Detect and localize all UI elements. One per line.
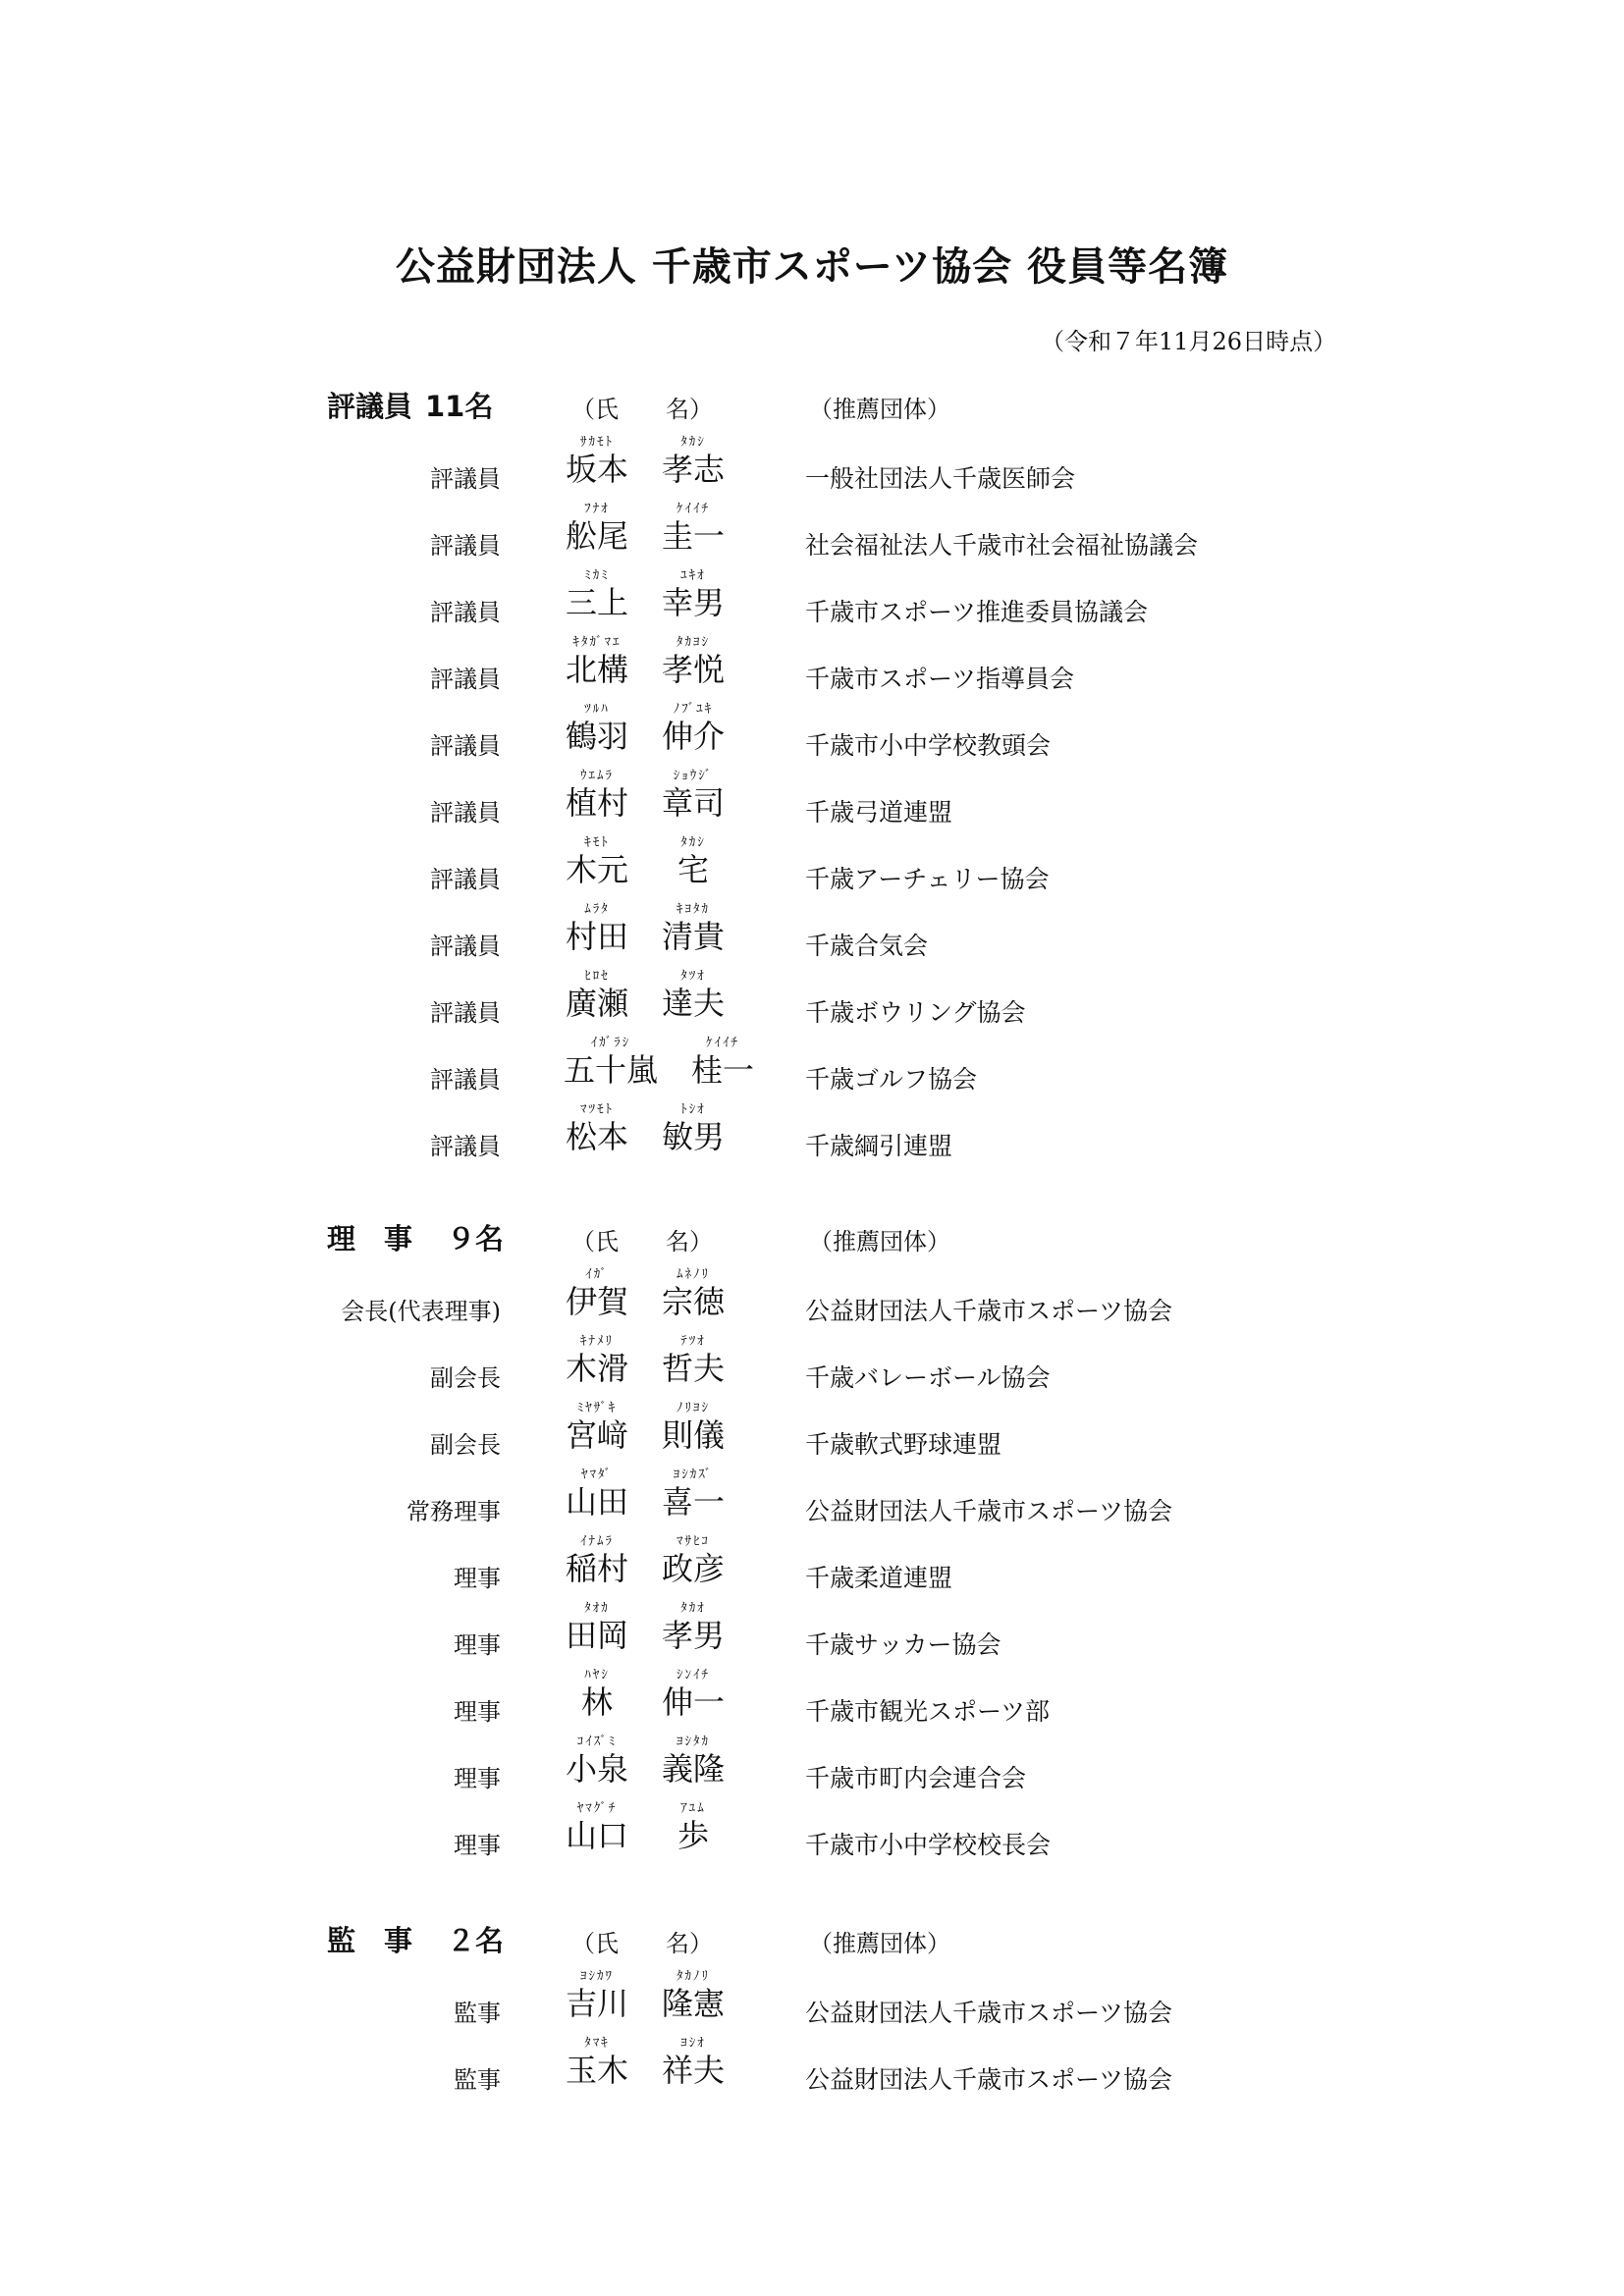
surname-kanji: 林 — [580, 1683, 613, 1721]
surname — [562, 501, 632, 554]
surname-kanji: 舩尾 — [565, 517, 628, 555]
surname — [562, 1600, 632, 1653]
surname-reading: ﾋﾛｾ — [584, 969, 610, 984]
column-header-org: （推薦団体） — [809, 1930, 950, 1957]
given-name-kanji: 孝志 — [661, 451, 725, 488]
surname — [562, 434, 632, 487]
role-label: 評議員 — [430, 933, 501, 960]
given-name-kanji: 政彦 — [661, 1550, 725, 1587]
given-name-reading: ｷﾖﾀｶ — [677, 902, 710, 917]
given-name — [658, 1333, 729, 1386]
recommending-org: 公益財団法人千歳市スポーツ協会 — [805, 1999, 1173, 2027]
given-name — [658, 768, 729, 821]
given-name-reading: ﾖｼｵ — [680, 2036, 706, 2051]
surname — [562, 834, 632, 887]
surname — [562, 1533, 632, 1586]
given-name — [658, 1266, 729, 1319]
recommending-org: 千歳綱引連盟 — [805, 1132, 953, 1160]
surname-kanji: 村田 — [565, 918, 628, 955]
section-header — [0, 385, 1624, 434]
surname-reading: ｷﾅﾒﾘ — [580, 1334, 614, 1349]
surname-reading: ｻｶﾓﾄ — [580, 435, 614, 450]
recommending-org: 公益財団法人千歳市スポーツ協会 — [805, 2065, 1173, 2094]
given-name-kanji: 孝悦 — [661, 651, 725, 688]
given-name-reading: ﾀｶｼ — [680, 835, 706, 850]
given-name — [658, 701, 729, 754]
as-of-date: （令和７年11月26日時点） — [1041, 328, 1337, 355]
surname-reading: ｷﾓﾄ — [584, 835, 610, 850]
surname-kanji: 稲村 — [565, 1550, 628, 1587]
recommending-org: 千歳ボウリング協会 — [805, 998, 1026, 1027]
given-name — [658, 1734, 729, 1787]
given-name-kanji: 宗徳 — [661, 1283, 725, 1320]
given-name — [658, 2035, 729, 2088]
recommending-org: 千歳バレーボール協会 — [805, 1363, 1051, 1392]
role-label: 理事 — [454, 1698, 501, 1726]
section-count: ９名 — [447, 1222, 505, 1255]
role-label: 副会長 — [430, 1364, 501, 1392]
surname-reading: ﾐｶﾐ — [584, 568, 610, 583]
surname-kanji: 宮﨑 — [565, 1416, 628, 1454]
column-header-name: （氏 名） — [571, 1930, 713, 1957]
role-label: 監事 — [454, 2000, 501, 2027]
given-name-kanji: 敏男 — [661, 1118, 725, 1155]
column-header-org: （推薦団体） — [809, 1228, 950, 1255]
given-name-reading: ﾕｷｵ — [680, 568, 706, 583]
surname-kanji: 三上 — [565, 584, 628, 621]
given-name-reading: ﾀｶｵ — [680, 1601, 706, 1616]
surname — [562, 1968, 632, 2021]
given-name — [687, 1035, 758, 1088]
surname-kanji: 山田 — [565, 1483, 628, 1521]
given-name-kanji: 歩 — [677, 1817, 709, 1854]
surname-kanji: 廣瀬 — [565, 985, 628, 1022]
table-row — [0, 567, 1624, 634]
given-name-kanji: 則儀 — [661, 1416, 725, 1454]
section-0 — [0, 385, 1624, 1168]
surname-kanji: 鶴羽 — [565, 718, 628, 755]
surname-reading: ﾌﾅｵ — [584, 502, 610, 516]
recommending-org: 千歳サッカー協会 — [805, 1630, 1001, 1659]
role-label: 副会長 — [430, 1431, 501, 1459]
table-row — [0, 1266, 1624, 1333]
table-row — [0, 501, 1624, 567]
surname-reading: ﾖｼｶﾜ — [580, 1969, 614, 1984]
recommending-org: 公益財団法人千歳市スポーツ協会 — [805, 1297, 1173, 1325]
section-1 — [0, 1217, 1624, 1867]
recommending-org: 千歳弓道連盟 — [805, 798, 953, 827]
surname-reading: ﾊﾔｼ — [584, 1668, 610, 1682]
recommending-org: 千歳軟式野球連盟 — [805, 1430, 1002, 1459]
table-row — [0, 1968, 1624, 2035]
surname-reading: ｷﾀｶﾞﾏｴ — [572, 635, 622, 650]
given-name — [658, 501, 729, 554]
surname-reading: ｳｴﾑﾗ — [580, 769, 614, 783]
surname-reading: ﾔﾏｸﾞﾁ — [576, 1801, 618, 1816]
given-name-reading: ﾀｶﾖｼ — [677, 635, 710, 650]
role-label: 監事 — [454, 2066, 501, 2094]
given-name — [658, 1533, 729, 1586]
given-name-kanji: 哲夫 — [661, 1350, 725, 1387]
surname — [562, 567, 632, 620]
surname-kanji: 伊賀 — [565, 1283, 628, 1320]
recommending-org: 千歳市小中学校教頭会 — [805, 731, 1052, 760]
recommending-org: 千歳市スポーツ推進委員協議会 — [805, 598, 1149, 626]
surname-kanji: 五十嵐 — [563, 1051, 658, 1089]
given-name-reading: ﾉﾌﾞﾕｷ — [673, 702, 714, 717]
given-name-kanji: 祥夫 — [661, 2052, 725, 2089]
surname — [562, 1035, 660, 1088]
recommending-org: 千歳市スポーツ指導員会 — [805, 665, 1075, 693]
surname — [562, 768, 632, 821]
given-name-reading: ｼﾝｲﾁ — [677, 1668, 710, 1682]
given-name-kanji: 伸介 — [661, 718, 725, 755]
column-header-org: （推薦団体） — [809, 396, 950, 423]
surname-reading: ﾔﾏﾀﾞ — [581, 1468, 613, 1482]
given-name-kanji: 圭一 — [661, 517, 725, 555]
given-name — [658, 834, 729, 887]
surname-reading: ｺｲｽﾞﾐ — [576, 1735, 618, 1749]
surname-reading: ﾐﾔｻﾞｷ — [576, 1401, 618, 1415]
surname — [562, 968, 632, 1021]
given-name-kanji: 伸一 — [661, 1683, 725, 1721]
role-label: 評議員 — [430, 666, 501, 693]
table-row — [0, 1101, 1624, 1168]
recommending-org: 千歳合気会 — [805, 932, 929, 960]
table-row — [0, 2035, 1624, 2102]
column-header-name: （氏 名） — [571, 1228, 713, 1255]
given-name-reading: ﾑﾈﾉﾘ — [677, 1267, 710, 1282]
given-name — [658, 1467, 729, 1520]
given-name — [658, 567, 729, 620]
given-name-kanji: 幸男 — [661, 584, 725, 621]
table-row — [0, 834, 1624, 901]
section-count: 11名 — [425, 390, 494, 423]
surname — [562, 1667, 632, 1720]
role-label: 評議員 — [430, 799, 501, 827]
surname-kanji: 植村 — [565, 784, 628, 822]
section-title: 理 事 — [327, 1222, 413, 1255]
given-name-reading: ﾖｼﾀｶ — [677, 1735, 710, 1749]
recommending-org: 千歳市観光スポーツ部 — [805, 1697, 1051, 1726]
surname-reading: ﾀﾏｷ — [584, 2036, 610, 2051]
table-row — [0, 1800, 1624, 1867]
role-label: 評議員 — [430, 465, 501, 493]
surname — [562, 901, 632, 954]
given-name-reading: ﾃﾂｵ — [680, 1334, 706, 1349]
recommending-org: 社会福祉法人千歳市社会福祉協議会 — [805, 531, 1199, 560]
recommending-org: 一般社団法人千歳医師会 — [805, 464, 1076, 493]
role-label: 会長(代表理事) — [341, 1298, 501, 1325]
surname-kanji: 木元 — [565, 851, 628, 888]
role-label: 評議員 — [430, 599, 501, 626]
surname-reading: ﾀｵｶ — [584, 1601, 610, 1616]
role-label: 常務理事 — [406, 1498, 501, 1525]
given-name-reading: ﾀｶｼ — [680, 435, 706, 450]
given-name-reading: ﾏｻﾋｺ — [677, 1534, 710, 1549]
surname-kanji: 北構 — [565, 651, 628, 688]
given-name — [658, 1101, 729, 1154]
section-2 — [0, 1919, 1624, 2102]
given-name-reading: ｱﾕﾑ — [680, 1801, 706, 1816]
given-name-kanji: 清貴 — [661, 918, 725, 955]
section-count: ２名 — [447, 1924, 505, 1957]
table-row — [0, 634, 1624, 701]
surname — [562, 1101, 632, 1154]
section-header — [0, 1919, 1624, 1968]
surname-kanji: 松本 — [565, 1118, 628, 1155]
role-label: 理事 — [454, 1565, 501, 1592]
given-name-kanji: 喜一 — [661, 1483, 725, 1521]
role-label: 理事 — [454, 1832, 501, 1859]
table-row — [0, 1667, 1624, 1734]
surname — [562, 1400, 632, 1453]
given-name — [658, 634, 729, 687]
surname — [562, 1266, 632, 1319]
surname — [562, 1800, 632, 1853]
role-label: 評議員 — [430, 1066, 501, 1094]
table-row — [0, 768, 1624, 834]
surname — [562, 2035, 632, 2088]
surname-kanji: 木滑 — [565, 1350, 628, 1387]
given-name-reading: ﾀﾂｵ — [680, 969, 706, 984]
given-name-reading: ﾖｼｶｽﾞ — [673, 1468, 714, 1482]
table-row — [0, 968, 1624, 1035]
given-name-reading: ｼｮｳｼﾞ — [673, 769, 714, 783]
section-title: 監 事 — [327, 1924, 413, 1957]
recommending-org: 千歳アーチェリー協会 — [805, 865, 1050, 893]
given-name-reading: ﾉﾘﾖｼ — [677, 1401, 710, 1415]
surname — [562, 701, 632, 754]
given-name-kanji: 桂一 — [690, 1051, 754, 1089]
recommending-org: 千歳ゴルフ協会 — [805, 1065, 978, 1094]
surname-reading: ｲｶﾞﾗｼ — [590, 1036, 631, 1050]
surname-reading: ﾑﾗﾀ — [584, 902, 610, 917]
role-label: 評議員 — [430, 999, 501, 1027]
given-name-reading: ｹｲｲﾁ — [677, 502, 710, 516]
surname-reading: ｲｶﾞ — [585, 1267, 609, 1282]
role-label: 理事 — [454, 1765, 501, 1792]
surname-kanji: 坂本 — [565, 451, 628, 488]
role-label: 評議員 — [430, 866, 501, 893]
section-header — [0, 1217, 1624, 1266]
given-name-kanji: 宅 — [677, 851, 709, 888]
given-name-kanji: 章司 — [661, 784, 725, 822]
section-title: 評議員 — [327, 390, 413, 423]
role-label: 評議員 — [430, 732, 501, 760]
given-name — [658, 1968, 729, 2021]
role-label: 理事 — [454, 1631, 501, 1659]
surname — [562, 634, 632, 687]
surname-kanji: 玉木 — [565, 2052, 628, 2089]
recommending-org: 千歳柔道連盟 — [805, 1564, 953, 1592]
table-row — [0, 901, 1624, 968]
table-row — [0, 1035, 1624, 1101]
given-name — [658, 1667, 729, 1720]
table-row — [0, 1600, 1624, 1667]
given-name-kanji: 達夫 — [661, 985, 725, 1022]
given-name-kanji: 隆憲 — [661, 1985, 725, 2022]
given-name — [658, 434, 729, 487]
table-row — [0, 1333, 1624, 1400]
given-name — [658, 1400, 729, 1453]
recommending-org: 千歳市小中学校校長会 — [805, 1831, 1052, 1859]
surname-reading: ｲﾅﾑﾗ — [580, 1534, 614, 1549]
surname — [562, 1734, 632, 1787]
surname — [562, 1467, 632, 1520]
given-name-reading: ﾀｶﾉﾘ — [677, 1969, 710, 1984]
column-header-name: （氏 名） — [571, 396, 713, 423]
role-label: 評議員 — [430, 1133, 501, 1160]
given-name — [658, 1800, 729, 1853]
surname-reading: ﾏﾂﾓﾄ — [580, 1102, 614, 1117]
role-label: 評議員 — [430, 532, 501, 560]
surname-kanji: 山口 — [565, 1817, 628, 1854]
given-name — [658, 968, 729, 1021]
given-name — [658, 901, 729, 954]
surname-kanji: 田岡 — [565, 1617, 628, 1654]
table-row — [0, 1400, 1624, 1467]
table-row — [0, 1734, 1624, 1800]
page-title: 公益財団法人 千歳市スポーツ協会 役員等名簿 — [395, 244, 1229, 290]
surname-kanji: 吉川 — [565, 1985, 628, 2022]
table-row — [0, 1467, 1624, 1533]
surname-reading: ﾂﾙﾊ — [584, 702, 610, 717]
given-name — [658, 1600, 729, 1653]
surname-kanji: 小泉 — [565, 1750, 628, 1788]
given-name-kanji: 孝男 — [661, 1617, 725, 1654]
table-row — [0, 434, 1624, 501]
given-name-kanji: 義隆 — [661, 1750, 725, 1788]
given-name-reading: ﾄｼｵ — [680, 1102, 706, 1117]
given-name-reading: ｹｲｲﾁ — [706, 1036, 739, 1050]
table-row — [0, 1533, 1624, 1600]
recommending-org: 千歳市町内会連合会 — [805, 1764, 1027, 1792]
recommending-org: 公益財団法人千歳市スポーツ協会 — [805, 1497, 1173, 1525]
surname — [562, 1333, 632, 1386]
table-row — [0, 701, 1624, 768]
